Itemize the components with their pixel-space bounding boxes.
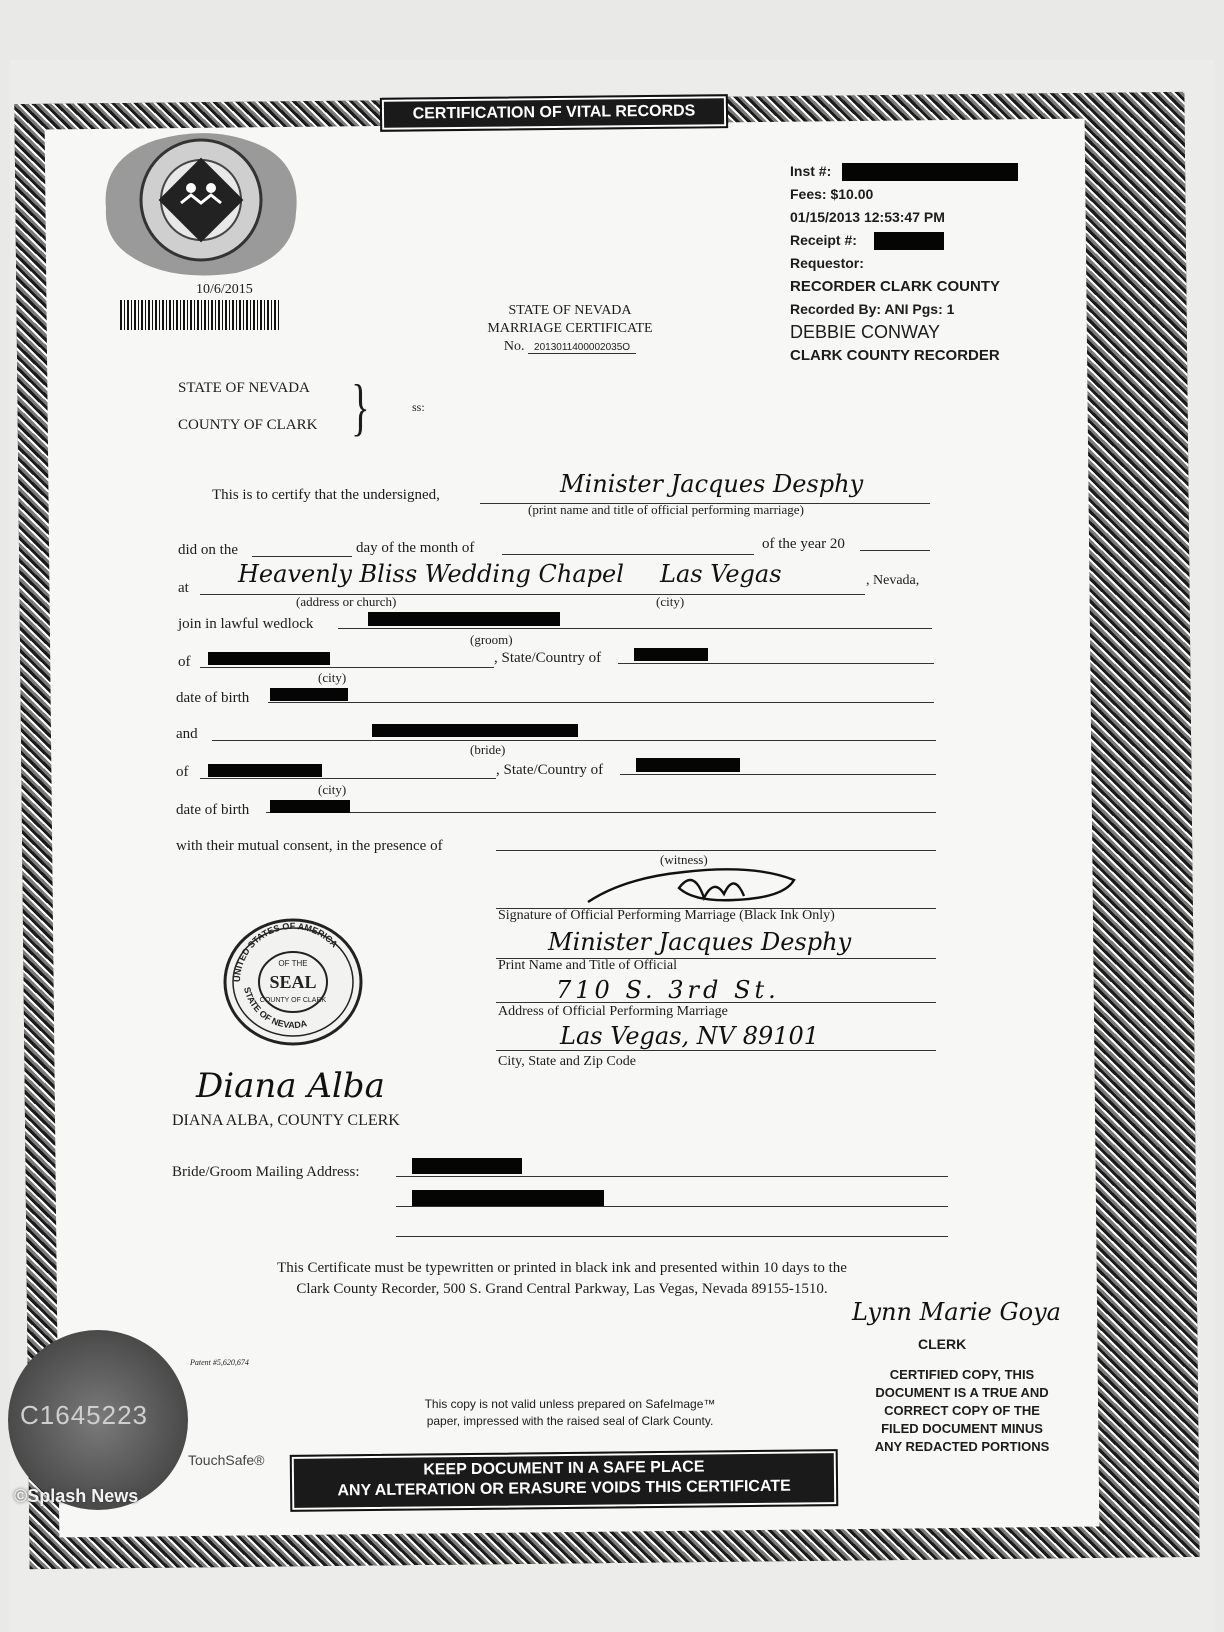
footer-banner-line-2: ANY ALTERATION OR ERASURE VOIDS THIS CERTIFICATE: [337, 1477, 791, 1500]
certifying-clerk-signature: Lynn Marie Goya: [852, 1298, 1061, 1326]
requestor-label: Requestor:: [790, 255, 864, 271]
official-seal: [222, 918, 364, 1046]
patent-number: Patent #5,620,674: [190, 1358, 249, 1367]
seal-county-text: COUNTY OF CLARK: [259, 997, 327, 1004]
address-caption: (address or church): [296, 594, 397, 609]
redacted-groom-city: [208, 652, 330, 665]
redacted-groom-dob: [270, 688, 348, 701]
touchsafe-label: TouchSafe®: [188, 1452, 265, 1468]
officiant-csz-caption: City, State and Zip Code: [498, 1054, 636, 1069]
bride-line: [212, 740, 936, 741]
day-line: [252, 556, 352, 557]
at-label: at: [178, 580, 189, 596]
submission-notice: [190, 1258, 934, 1300]
groom-city-caption: (city): [318, 670, 347, 685]
officiant-address-handwritten: 710 S. 3rd St.: [556, 976, 780, 1004]
official-caption: (print name and title of official performing marriage): [528, 502, 804, 517]
clerk-signature: Diana Alba: [196, 1066, 385, 1106]
recorder-block: [790, 160, 1050, 367]
join-text: join in lawful wedlock: [178, 616, 314, 632]
redacted-bride-state: [636, 758, 740, 772]
bride-city-line: [200, 778, 496, 779]
redacted-bride-dob: [270, 800, 350, 813]
venue-state: STATE OF NEVADA: [178, 380, 310, 396]
redacted-mailing-1: [412, 1158, 522, 1174]
cert-line-3: CORRECT COPY OF THE: [884, 1403, 1040, 1418]
groom-state-label: , State/Country of: [494, 650, 602, 666]
and-label: and: [176, 726, 198, 742]
title-marriage: MARRIAGE CERTIFICATE: [487, 321, 653, 336]
redacted-groom-state: [634, 648, 708, 661]
title-state: STATE OF NEVADA: [508, 303, 632, 318]
certification-banner: CERTIFICATION OF VITAL RECORDS: [382, 96, 726, 130]
did-on-label: did on the: [178, 542, 238, 558]
number-label: No.: [503, 339, 525, 354]
barcode: [120, 300, 280, 330]
recorder-name: DEBBIE CONWAY: [790, 322, 941, 342]
certificate-number: 2013011400002035O: [528, 342, 636, 354]
city-caption: (city): [656, 594, 685, 609]
certificate-title: [440, 302, 700, 357]
bride-dob-label: date of birth: [176, 802, 250, 818]
splash-news-watermark: ©Splash News: [14, 1486, 139, 1506]
footer-banner-line-1: KEEP DOCUMENT IN A SAFE PLACE: [423, 1458, 705, 1479]
seal-center-text: SEAL: [269, 972, 317, 992]
redacted-bride-name: [372, 724, 578, 737]
cert-line-5: ANY REDACTED PORTIONS: [874, 1439, 1050, 1454]
seal-outer-text: UNITED STATES OF AMERICA: [231, 920, 340, 983]
mailing-line-3: [396, 1236, 948, 1237]
bride-dob-line: [266, 812, 936, 813]
seal-middle-text: OF THE: [278, 959, 308, 968]
day-of-month-label: day of the month of: [356, 540, 475, 556]
receipt-label: Receipt #:: [790, 232, 857, 248]
groom-dob-line: [268, 702, 934, 703]
officiant-sig-caption: Signature of Official Performing Marriage (Black Ink Only): [498, 908, 835, 923]
notice-line-2: Clark County Recorder, 500 S. Grand Central Parkway, Las Vegas, Nevada 89155-1510.: [296, 1281, 828, 1297]
redacted-bride-city: [208, 764, 322, 777]
officiant-csz-line: [496, 1050, 936, 1051]
officiant-name-caption: Print Name and Title of Official: [498, 958, 677, 973]
month-line: [502, 554, 754, 555]
redacted-mailing-2: [412, 1190, 604, 1206]
groom-city-line: [200, 667, 494, 668]
mailing-line-2: [396, 1206, 948, 1207]
fees: Fees: $10.00: [790, 186, 874, 202]
inst-label: Inst #:: [790, 163, 832, 179]
certify-text: This is to certify that the undersigned,: [212, 487, 440, 503]
venue-county: COUNTY OF CLARK: [178, 417, 318, 433]
officiant-print-name-handwritten: Minister Jacques Desphy: [548, 928, 852, 956]
groom-line: [338, 628, 932, 629]
year-label: of the year 20: [762, 536, 845, 552]
year-line: [860, 550, 930, 551]
clark-county-seal: [96, 128, 306, 278]
copy-validity-notice: [380, 1396, 760, 1430]
nevada-label: , Nevada,: [866, 573, 920, 588]
witness-caption: (witness): [660, 852, 708, 867]
requestor: RECORDER CLARK COUNTY: [790, 278, 1000, 295]
groom-dob-label: date of birth: [176, 690, 250, 706]
mailing-line-1: [396, 1176, 948, 1177]
barcode-date: 10/6/2015: [196, 282, 253, 297]
consent-text: with their mutual consent, in the presence of: [176, 838, 443, 854]
certified-copy-statement: [850, 1366, 1074, 1456]
address-handwritten: Heavenly Bliss Wedding Chapel: [238, 560, 624, 588]
city-handwritten: Las Vegas: [660, 560, 782, 588]
certifying-clerk-label: CLERK: [918, 1336, 967, 1352]
bride-city-caption: (city): [318, 782, 347, 797]
officiant-address-line: [496, 1002, 936, 1003]
recorder-title: CLARK COUNTY RECORDER: [790, 347, 1000, 364]
officiant-csz-handwritten: Las Vegas, NV 89101: [560, 1022, 820, 1050]
seal-state-text: STATE OF NEVADA: [241, 985, 308, 1031]
cert-line-2: DOCUMENT IS A TRUE AND: [875, 1385, 1049, 1400]
groom-of-label: of: [178, 654, 191, 670]
redacted-receipt: [874, 232, 944, 250]
cert-line-4: FILED DOCUMENT MINUS: [881, 1421, 1043, 1436]
officiant-signature: [584, 858, 804, 912]
groom-caption: (groom): [470, 632, 513, 647]
mailing-label: Bride/Groom Mailing Address:: [172, 1164, 360, 1180]
witness-line: [496, 850, 936, 851]
official-name-handwritten: Minister Jacques Desphy: [560, 470, 864, 498]
footer-banner: [292, 1451, 837, 1510]
bride-of-label: of: [176, 764, 189, 780]
groom-state-line: [618, 663, 934, 664]
recorded-by: Recorded By: ANI Pgs: 1: [790, 301, 955, 317]
officiant-address-caption: Address of Official Performing Marriage: [498, 1004, 728, 1019]
cert-line-1: CERTIFIED COPY, THIS: [889, 1367, 1035, 1382]
redacted-inst: [842, 163, 1018, 181]
redacted-groom-name: [368, 612, 560, 626]
serial-number: C1645223: [20, 1400, 148, 1430]
bride-state-line: [620, 774, 936, 775]
notice-line-1: This Certificate must be typewritten or printed in black ink and presented within 10 days to the: [277, 1260, 847, 1276]
recorded-datetime: 01/15/2013 12:53:47 PM: [790, 209, 945, 225]
copy-notice-line-2: paper, impressed with the raised seal of Clark County.: [426, 1414, 714, 1428]
clerk-name: DIANA ALBA, COUNTY CLERK: [172, 1112, 400, 1129]
bride-caption: (bride): [470, 742, 506, 757]
copy-notice-line-1: This copy is not valid unless prepared on SafeImage™: [424, 1397, 716, 1411]
bride-state-label: , State/Country of: [496, 762, 604, 778]
venue-ss: ss:: [412, 400, 425, 414]
venue-brace: }: [351, 371, 370, 442]
